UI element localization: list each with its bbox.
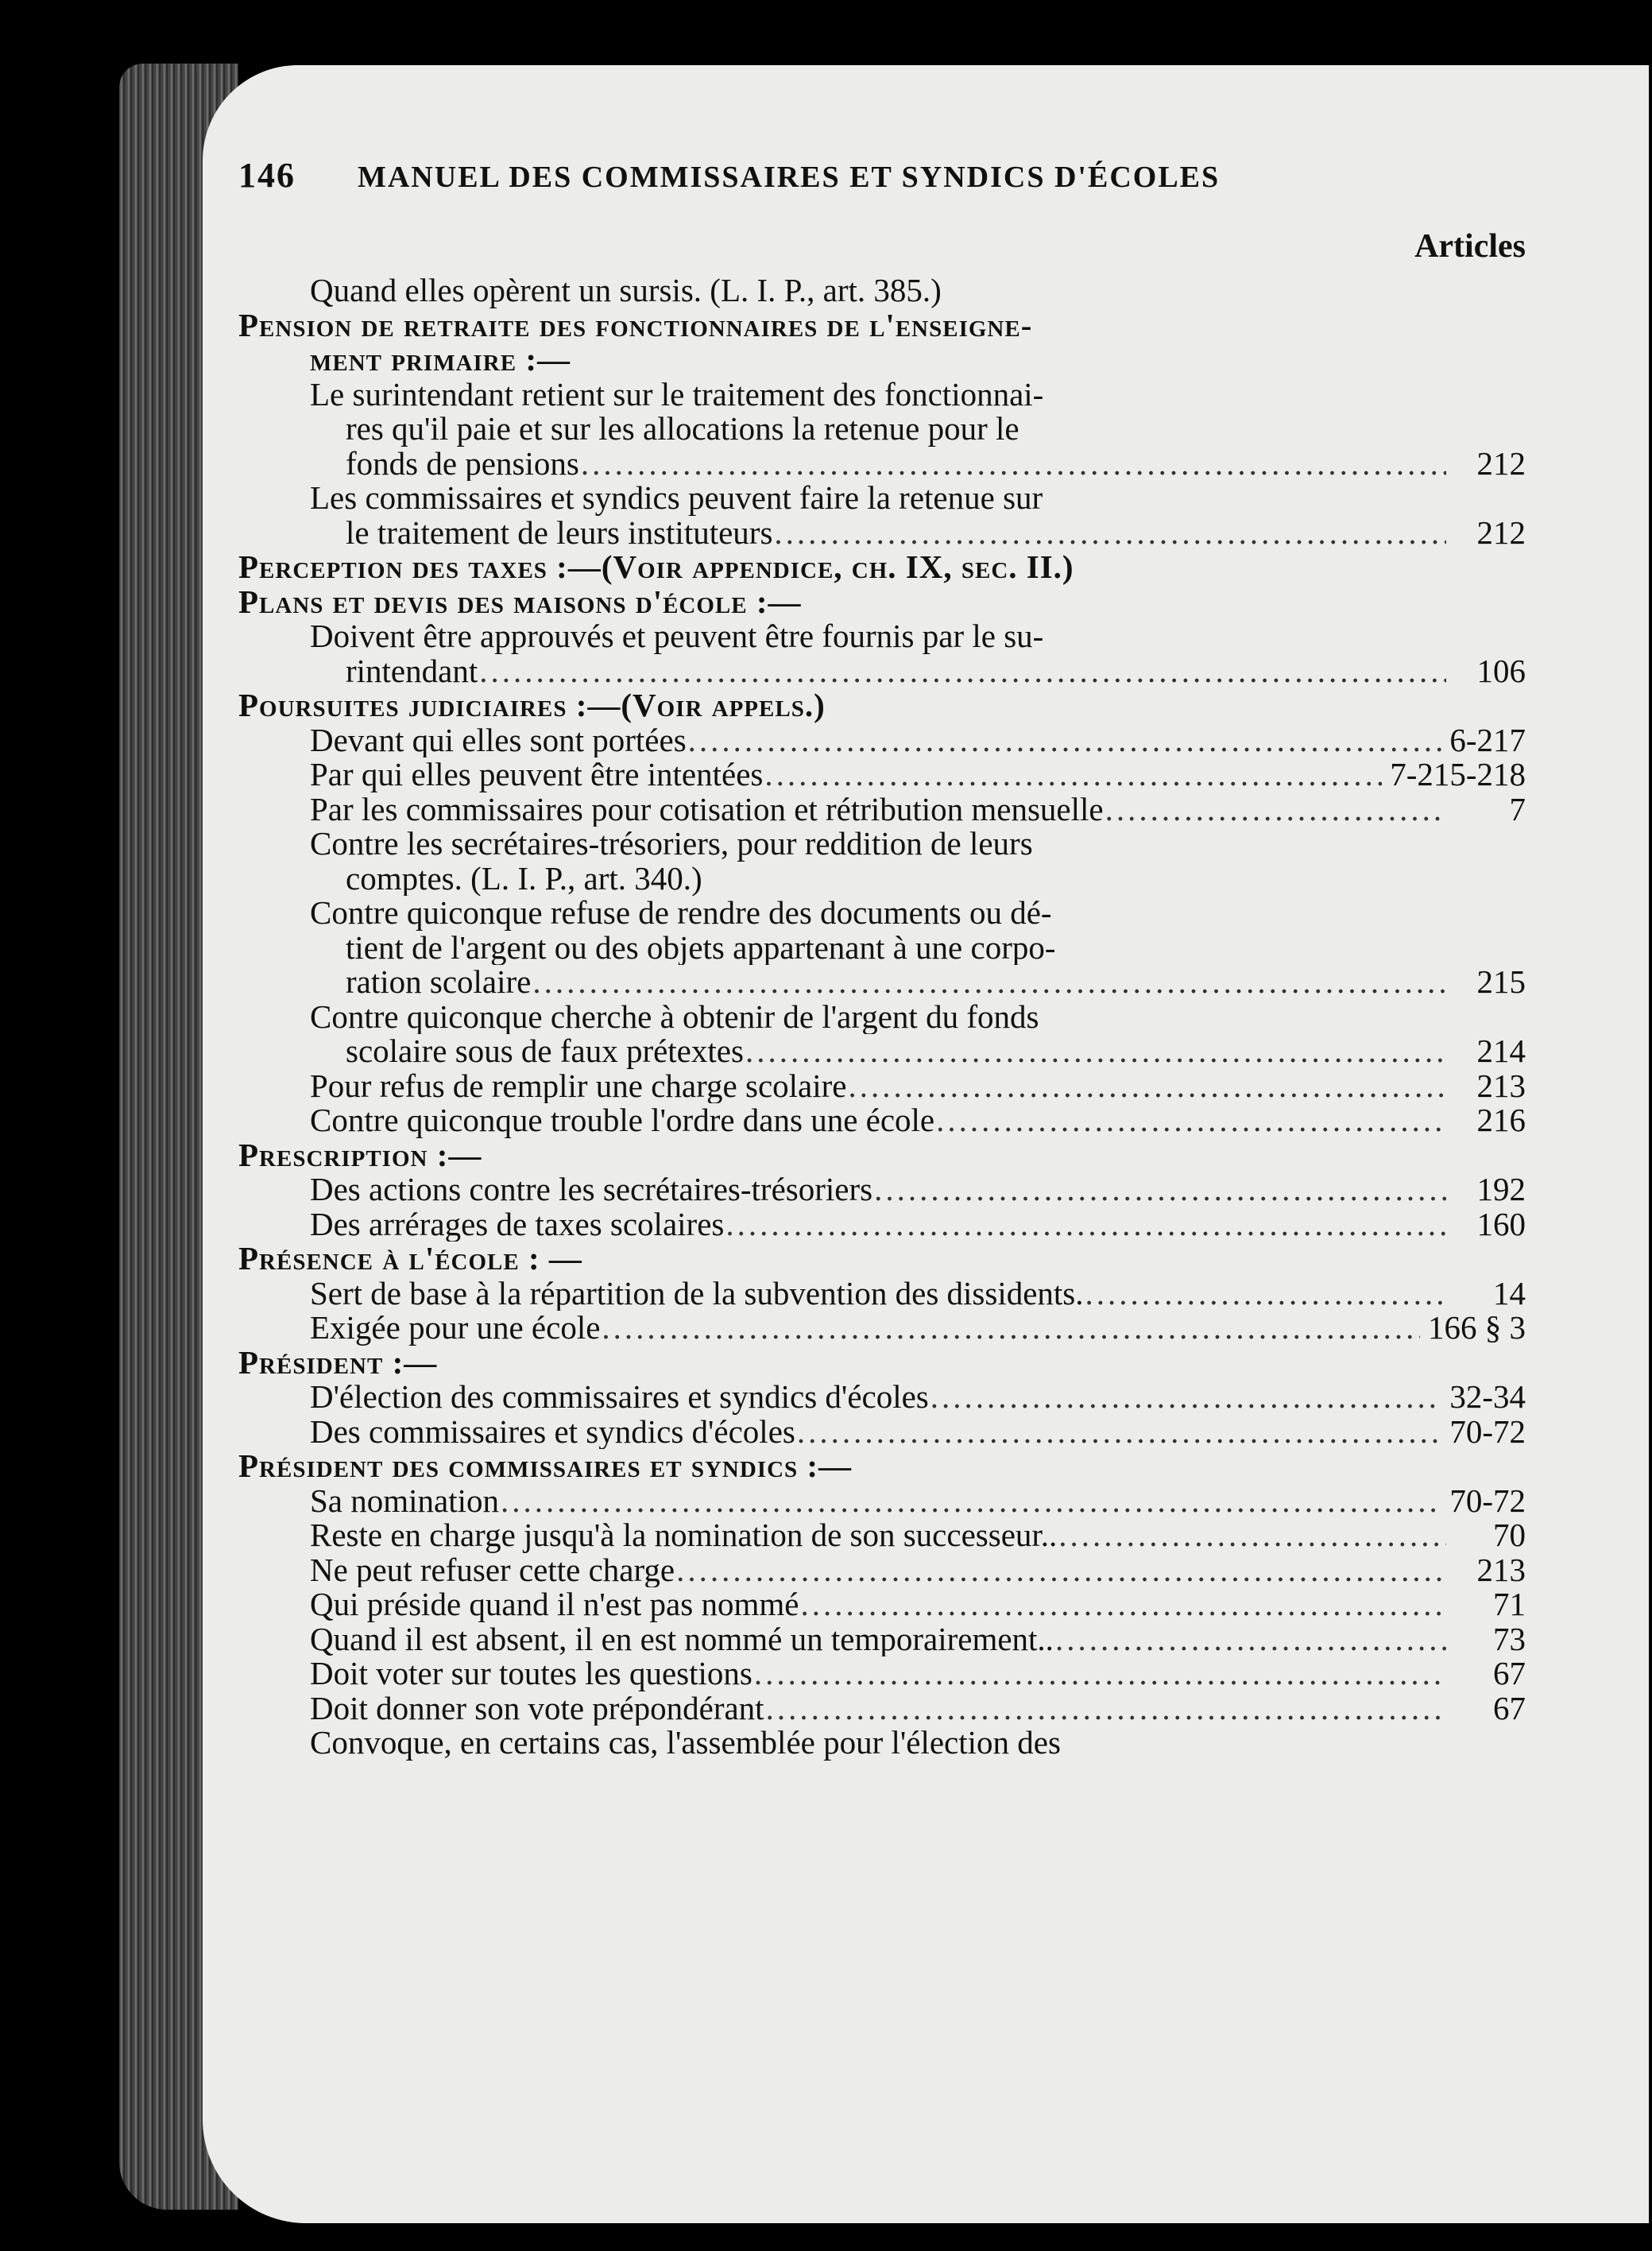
index-line <box>238 1380 1526 1415</box>
leader-dots <box>581 447 1446 482</box>
index-line: Présence à l'école : — <box>238 1242 582 1277</box>
article-ref: 73 <box>1493 1621 1526 1656</box>
article-ref: 70-72 <box>1449 1483 1526 1518</box>
index-line <box>238 1415 1526 1450</box>
leader-dots <box>602 1311 1420 1346</box>
entry-text: Doit donner son vote prépondérant <box>310 1691 764 1726</box>
article-ref: 67 <box>1493 1656 1526 1691</box>
leader-dots <box>688 723 1442 758</box>
entry-text: le traitement de leurs instituteurs <box>346 515 773 550</box>
index-line <box>238 1484 1526 1519</box>
entry-text: Quand il est absent, il en est nommé un temporairement.. <box>310 1621 1054 1656</box>
article-ref: 32-34 <box>1449 1380 1526 1415</box>
leader-dots <box>725 1207 1446 1242</box>
index-line: Président :— <box>238 1345 438 1380</box>
index-line <box>238 1311 1526 1346</box>
running-title: MANUEL DES COMMISSAIRES ET SYNDICS D'ÉCOLES <box>358 161 1221 194</box>
leader-dots <box>676 1553 1446 1588</box>
leader-dots <box>930 1380 1442 1415</box>
article-ref: 166 § 3 <box>1428 1311 1526 1346</box>
index-line: Quand elles opèrent un sursis. (L. I. P., art. 385.) <box>310 273 942 308</box>
article-ref: 212 <box>1476 446 1526 481</box>
index-list <box>238 273 1526 1761</box>
index-line <box>238 1518 1526 1553</box>
article-ref: 14 <box>1493 1276 1526 1311</box>
index-line <box>238 1034 1526 1069</box>
leader-dots <box>797 1415 1441 1450</box>
index-line: Perception des taxes :—(Voir appendice, ch. IX, sec. II.) <box>238 550 1074 585</box>
entry-text: Des commissaires et syndics d'écoles <box>310 1414 795 1449</box>
article-ref: 70 <box>1493 1518 1526 1553</box>
entry-text: Sert de base à la répartition de la subvention des dissidents. <box>310 1276 1084 1311</box>
article-ref: 106 <box>1476 653 1526 688</box>
entry-text: fonds de pensions <box>346 446 579 481</box>
article-ref: 7 <box>1509 792 1526 827</box>
leader-dots <box>532 965 1446 1000</box>
entry-text: Des arrérages de taxes scolaires <box>310 1207 725 1242</box>
article-ref: 67 <box>1493 1691 1526 1726</box>
article-ref: 7-215-218 <box>1390 757 1526 792</box>
article-ref: 6-217 <box>1449 723 1526 757</box>
entry-text: ration scolaire <box>346 965 532 1000</box>
index-line <box>238 1553 1526 1588</box>
index-line: Plans et devis des maisons d'école :— <box>238 584 802 619</box>
page-content <box>238 155 1526 1761</box>
index-line <box>238 516 1526 551</box>
index-line <box>238 792 1526 827</box>
index-line: Pension de retraite des fonctionnaires de l'enseigne- <box>238 308 1033 343</box>
article-ref: 213 <box>1476 1068 1526 1103</box>
page-number: 146 <box>238 156 296 195</box>
leader-dots <box>766 1691 1446 1726</box>
article-ref: 192 <box>1476 1172 1526 1207</box>
leader-dots <box>754 1656 1446 1691</box>
leader-dots <box>1105 792 1446 827</box>
leader-dots <box>479 654 1446 689</box>
article-ref: 212 <box>1476 515 1526 550</box>
entry-text: Devant qui elles sont portées <box>310 723 687 757</box>
index-line: Contre les secrétaires-trésoriers, pour reddition de leurs <box>310 827 1033 862</box>
article-ref: 216 <box>1476 1103 1526 1138</box>
column-label: Articles <box>1414 228 1526 265</box>
index-line: Contre quiconque cherche à obtenir de l'argent du fonds <box>310 999 1039 1034</box>
index-line: Les commissaires et syndics peuvent faire la retenue sur <box>310 481 1043 516</box>
index-line: Président des commissaires et syndics :— <box>238 1449 853 1484</box>
index-line <box>238 1172 1526 1207</box>
index-line: res qu'il paie et sur les allocations la retenue pour le <box>346 412 1019 447</box>
entry-text: Par les commissaires pour cotisation et rétribution mensuelle <box>310 792 1104 827</box>
leader-dots <box>745 1034 1446 1069</box>
leader-dots <box>1058 1518 1446 1553</box>
leader-dots <box>501 1484 1441 1519</box>
index-line <box>238 1656 1526 1691</box>
index-line <box>238 723 1526 758</box>
article-ref: 215 <box>1476 965 1526 1000</box>
article-ref: 71 <box>1493 1587 1526 1622</box>
index-line <box>238 1691 1526 1726</box>
index-line: tient de l'argent ou des objets appartenant à une corpo- <box>346 930 1056 965</box>
entry-text: Sa nomination <box>310 1483 500 1518</box>
entry-text: Doit voter sur toutes les questions <box>310 1656 752 1691</box>
index-line: Contre quiconque refuse de rendre des documents ou dé- <box>310 896 1052 931</box>
leader-dots <box>936 1103 1446 1138</box>
leader-dots <box>1085 1277 1446 1311</box>
index-line: Prescription :— <box>238 1137 482 1172</box>
entry-text: Par qui elles peuvent être intentées <box>310 757 764 792</box>
index-line <box>238 965 1526 1000</box>
entry-text: scolaire sous de faux prétextes <box>346 1034 744 1069</box>
article-ref: 214 <box>1476 1034 1526 1069</box>
index-line <box>238 1069 1526 1104</box>
leader-dots <box>764 757 1382 792</box>
index-line <box>238 1587 1526 1622</box>
article-ref: 160 <box>1476 1207 1526 1242</box>
entry-text: Reste en charge jusqu'à la nomination de son successeur.. <box>310 1518 1058 1553</box>
leader-dots <box>874 1172 1446 1207</box>
entry-text: rintendant <box>346 653 478 688</box>
leader-dots <box>848 1069 1446 1104</box>
index-line: Doivent être approuvés et peuvent être fournis par le su- <box>310 619 1044 654</box>
entry-text: D'élection des commissaires et syndics d'écoles <box>310 1380 929 1415</box>
entry-text: Exigée pour une école <box>310 1311 601 1346</box>
index-line: Le surintendant retient sur le traitement des fonctionnai- <box>310 377 1044 412</box>
index-line: comptes. (L. I. P., art. 340.) <box>346 861 702 896</box>
index-line: Convoque, en certains cas, l'assemblée pour l'élection des <box>310 1726 1061 1761</box>
index-line <box>238 1103 1526 1138</box>
entry-text: Qui préside quand il n'est pas nommé <box>310 1587 799 1622</box>
entry-text: Des actions contre les secrétaires-trésoriers <box>310 1172 873 1207</box>
leader-dots <box>1055 1622 1446 1657</box>
running-head <box>238 155 1526 196</box>
index-line <box>238 757 1526 792</box>
index-line <box>238 1207 1526 1242</box>
entry-text: Pour refus de remplir une charge scolaire <box>310 1068 847 1103</box>
index-line <box>238 447 1526 482</box>
entry-text: Ne peut refuser cette charge <box>310 1552 675 1587</box>
article-ref: 213 <box>1476 1552 1526 1587</box>
index-line: ment primaire :— <box>310 343 571 378</box>
index-line: Poursuites judiciaires :—(Voir appels.) <box>238 688 826 723</box>
leader-dots <box>800 1587 1446 1622</box>
leader-dots <box>774 516 1446 551</box>
index-line <box>238 1622 1526 1657</box>
entry-text: Contre quiconque trouble l'ordre dans une école <box>310 1103 935 1138</box>
article-ref: 70-72 <box>1449 1414 1526 1449</box>
index-line <box>238 654 1526 689</box>
index-line <box>238 1277 1526 1311</box>
